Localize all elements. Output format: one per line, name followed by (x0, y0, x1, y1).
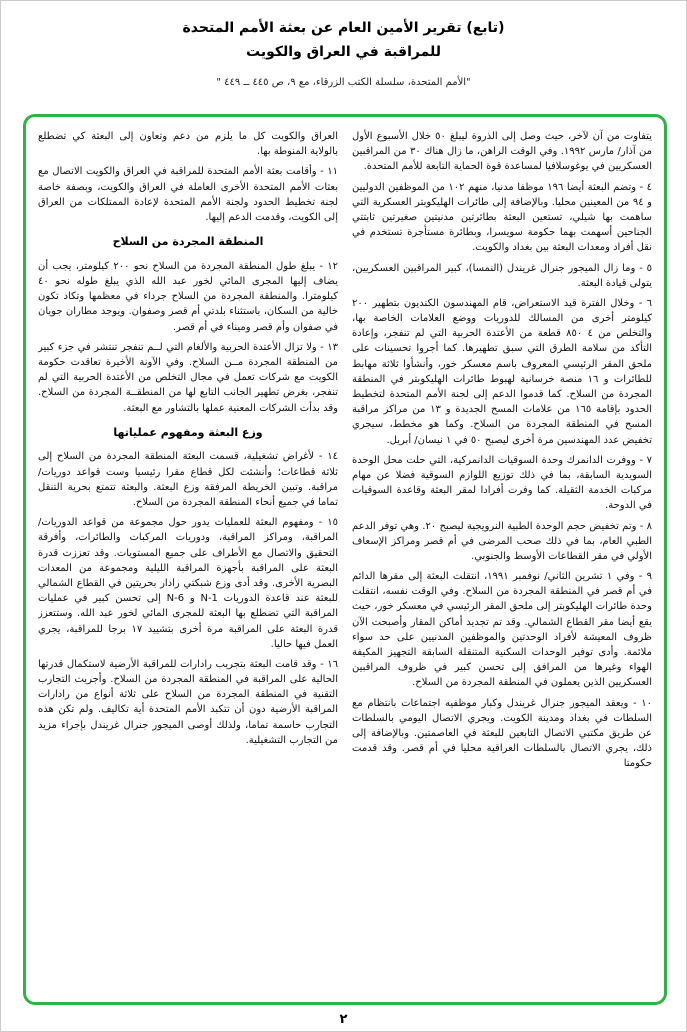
title-line-1: (تابع) تقرير الأمين العام عن بعثة الأمم المتحدة (182, 20, 505, 36)
content-border (23, 114, 667, 1005)
page-number: ٢ (339, 1012, 348, 1027)
paragraph-11: ١١ - وأقامت بعثة الأمم المتحدة للمراقبة في العراق والكويت الاتصال مع بعثات الأمم المتحدة الأخرى العاملة في العراق والكويت، وبصفة خاصة لجنة تخطيط الحدود ولجنة الأمم المتحدة لإعادة الممتلكات من العراق إلى الكويت، وقدمت الدعم إليها. (38, 166, 338, 223)
paragraph-13: ١٣ - ولا تزال الأعتدة الحربية والألغام التي لــم تنفجر تنتشر في جزء كبير من المنطقة المجردة مــن السلاح. وفي الآونة الأخيرة تعاقدت حكومة الكويت مع شركات تعمل في مجال التخلص من الأعتدة الحربية التي لم تنفجر، بغرض تطهير الجانب التابع لها من المنطقــة المجردة من السلاح. وقد بدأت الشركات المعنية عملها بالتشاور مع البعثة. (38, 341, 338, 414)
paragraph-16: ١٦ - وقد قامت البعثة بتجريب رادارات للمراقبة الأرضية لاستكمال قدرتها الحالية على المراقبة في المنطقة المجردة من السلاح. وأجريت التجارب التقنية في المنطقة المجردة من السلاح على ثلاثة أنواع من رادارات المراقبة الأرضية دون أن تتكبد الأمم المتحدة أية تكاليف. ولم تكن هذه التجارب حاسمة تماما، ولذلك أوصى الميجور جنرال غريندل بإجراء مزيد من التجارب التشغيلية. (38, 658, 338, 746)
text-column-right (352, 129, 652, 992)
paragraph-8: ٨ - وتم تخفيض حجم الوحدة الطبية النرويجية ليصبح ٢٠. وهي توفر الدعم الطبي العام، بما في ذلك صحب المرضى في أم قصر ومراكز الإسعاف الأولي في مقر القطاعات الأوسط والجنوبي. (352, 520, 652, 562)
paragraph-12: ١٢ - يبلغ طول المنطقة المجردة من السلاح نحو ٢٠٠ كيلومتر، يجب أن يضاف إليها المجرى المائي لخور عبد الله الذي يبلغ طوله نحو ٤٠ كيلومترا. والمنطقة المجردة من السلاح جرداء في معظمها وتكاد تكون خالية من السكان، باستثناء بلدتي أم قصر وصفوان. ويوجد مطاران جويان في صفوان وأم قصر وميناء في أم قصر. (38, 260, 338, 333)
paragraph-5: ٥ - وما زال الميجور جنرال غريندل (النمسا)، كبير المراقبين العسكريين، يتولى قيادة البعثة. (352, 262, 652, 289)
paragraph-9: ٩ - وفي ١ تشرين الثاني/ نوفمبر ١٩٩١، انتقلت البعثة إلى مقرها الدائم في أم قصر في المنطقة المجردة من السلاح. وفي الوقت نفسه، انتقلت وحدة طائرات الهليكوبتر إلى ملحق المقر الرئيسي في معسكر خور، حيث يقع أيضا مقر القطاع الشمالي. وقد تم تجديد أماكن المقار وأصبحت الآن ظروف المعيشة لأفراد الوحدتين والموظفين المدنيين على حد سواء ملائمة. وأدى توفير الوحدات السكنية المتنقلة السابقة التجهيز المكيفة الهواء وغيرها من المرافق إلى تحسن كبير في ظروف المراقبين العسكريين الذين يعملون في المنطقة المجردة من السلاح. (352, 571, 652, 689)
section-heading-dmz: المنطقة المجردة من السلاح (112, 235, 264, 249)
paragraph-continued-right: يتفاوت من آن لآخر، حيث وصل إلى الذروة ليبلغ ٥٠ خلال الأسبوع الأول من آذار/ مارس ١٩٩٢. وفي الوقت الراهن، ما زال هناك ٣٠ من المراقبين العسكريين في يوغوسلافيا لمساعدة قوة الحماية التابعة للأمم المتحدة. (352, 131, 652, 173)
text-columns (38, 129, 652, 992)
paragraph-6: ٦ - وخلال الفترة قيد الاستعراض، قام المهندسون الكنديون بتطهير ٢٠٠ كيلومتر أخرى من المسالك للدوريات ووضع العلامات الخاصة بها، والتخلص من ٤ ٨٥٠ قطعة من الأعتدة الحربية التي لم تنفجر، وإعادة التأكد من سلامة الطرق التي سبق تطهيرها. كما أجروا تحسينات على ملحق المقر الرئيسي المعروف باسم معسكر خور، وأنشأوا ثلاثة مهابط للطائرات و ١٦ منصة خرسانية لهبوط طائرات الهليكوبتر في المنطقة المجردة من السلاح. كما قدموا الدعم إلى لجنة الأمم المتحدة لتخطيط الحدود بإقامة ١٦٥ من علامات المسح الجديدة و ١٣ من مراكز مراقبة المسح في المنطقة المجردة من السلاح. وكما هو مخطط، سيجري تخفيض عدد المهندسين مرة أخرى ليصبح ٥٠ في ١ نيسان/ أبريل. (352, 297, 652, 446)
paragraph-continued-left: العراق والكويت كل ما يلزم من دعم وتعاون إلى البعثة كي تضطلع بالولاية المنوطة بها. (38, 131, 338, 158)
paragraph-14: ١٤ - لأغراض تشغيلية، قسمت البعثة المنطقة المجردة من السلاح إلى ثلاثة قطاعات؛ وأنشئت لكل قطاع مقرا رئيسيا وست قواعد دوريات/ مراقبة. وتبين الخريطة المرفقة وزع البعثة. والبعثة تتمتع بحرية التنقل تماما في جميع أنحاء المنطقة المجردة من السلاح. (38, 451, 338, 508)
page-header (1, 1, 686, 88)
title-line-2: للمراقبة في العراق والكويت (246, 43, 441, 60)
paragraph-4: ٤ - وتضم البعثة أيضا ١٩٦ موظفا مدنيا، منهم ١٠٢ من الموظفين الدوليين و ٩٤ من المعينين محليا. وبالإضافة إلى طائرات الهليكوبتر العسكرية التي ساهمت بها شيلي، تستعين البعثة بطائرتين مدنيتين صغيرتين ثابتتي الجناحين أسهمت بهما حكومة سويسرا، وبطائرة مستأجرة تستخدم في نقل أفراد ومعدات البعثة بين بغداد والكويت. (352, 181, 652, 254)
paragraph-15: ١٥ - ومفهوم البعثة للعمليات يدور حول مجموعة من قواعد الدوريات/ المراقبة، ومراكز المراقبة، ودوريات المركبات والطائرات، وأفرقة التحقيق والاتصال مع الأطراف على جميع المستويات. وقد تعززت قدرة البعثة على المراقبة بأجهزة المراقبة الليلية ومجموعة من المعدات البصرية الأخرى. وقد أدى وزع شبكتي رادار بحريتين في القطاع الشمالي للبعثة عند قاعدة الدوريات N-1 و N-6 إلى تحسن كبير في عمليات المراقبة التي تضطلع بها البعثة للمجرى المائي لخور عبد الله. وستتعزز قدرة البعثة على المراقبة مرة أخرى بتشييد ١٧ برجا للمراقبة، يجري العمل فيها حاليا. (38, 517, 338, 650)
text-column-left (38, 129, 338, 992)
paragraph-7: ٧ - ووفرت الدانمرك وحدة السوقيات الدانمركية، التي حلت محل الوحدة السويدية السابقة، بما في ذلك توزيع اللوازم السوقية فضلا عن مهام مركبات الخدمة الثقيلة. كما وفرت أفرادا لمقر البعثة وقاعدة السوقيات في الدوحة. (352, 454, 652, 512)
source-citation: "الأمم المتحدة، سلسلة الكتب الزرقاء، مع ٩، ص ٤٤٥ ــ ٤٤٩ " (216, 76, 471, 88)
section-heading-deployment: وزع البعثة ومفهوم عملياتها (113, 425, 263, 439)
paragraph-10: ١٠ - ويعقد الميجور جنرال غريندل وكبار موظفيه اجتماعات بانتظام مع السلطات في بغداد ومدينة الكويت. ويجري الاتصال اليومي بالسلطات عن طريق مكتبي الاتصال التابعين للبعثة في العاصمتين. وبالإضافة إلى ذلك، يجري الاتصال بالسلطات العراقية محليا في أم قصر. وقد قدمت حكومتا (352, 697, 652, 770)
